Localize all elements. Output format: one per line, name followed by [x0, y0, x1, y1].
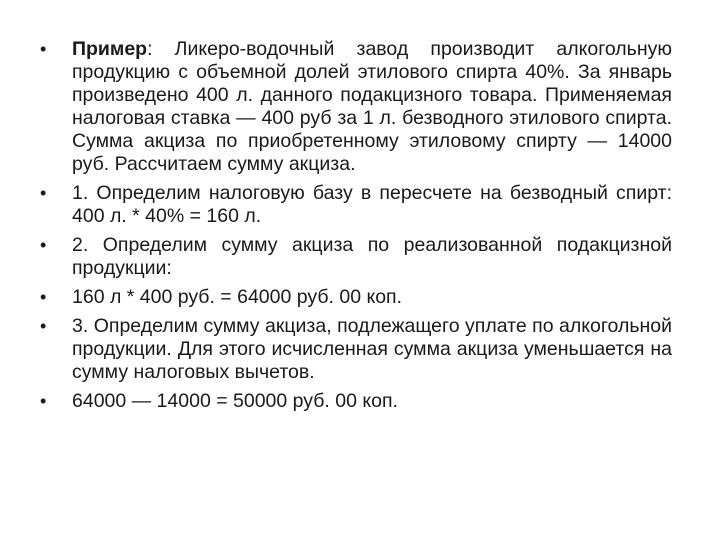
bullet-item-step-2: [36, 234, 672, 280]
bullet-item-calc-2: [36, 390, 672, 413]
bullet-icon: •: [40, 316, 47, 336]
bullet-item-step-1: [36, 182, 672, 228]
bullet-icon: •: [40, 287, 47, 307]
example-lead: Пример: [72, 38, 148, 60]
step-3-text: 3. Определим сумму акциза, подлежащего уплате по алкогольной продукции. Для этого исчисленная сумма акциза уменьшается на сумму налоговых вычетов.: [72, 315, 672, 383]
bullet-list: [36, 38, 672, 419]
calc-1-text: 160 л * 400 руб. = 64000 руб. 00 коп.: [72, 286, 403, 308]
bullet-item-calc-1: [36, 286, 672, 309]
bullet-icon: •: [40, 391, 47, 411]
bullet-icon: •: [40, 39, 47, 59]
bullet-item-step-3: [36, 315, 672, 384]
bullet-item-example: [36, 38, 672, 176]
step-2-text: 2. Определим сумму акциза по реализованной подакцизной продукции:: [72, 234, 672, 279]
step-1-text: 1. Определим налоговую базу в пересчете на безводный спирт: 400 л. * 40% = 160 л.: [72, 182, 672, 227]
calc-2-text: 64000 — 14000 = 50000 руб. 00 коп.: [72, 390, 398, 412]
example-text: : Ликеро-водочный завод производит алкогольную продукцию с объемной долей этилового спирта 40%. За январь произведено 400 л. данного подакцизного товара. Применяемая налоговая ставка — 400 руб за 1 л. безводного этилового спирта. Сумма акциза по приобретенному этиловому спирту — 14000 руб. Рассчитаем сумму акциза.: [72, 38, 672, 175]
bullet-icon: •: [40, 183, 47, 203]
bullet-icon: •: [40, 235, 47, 255]
